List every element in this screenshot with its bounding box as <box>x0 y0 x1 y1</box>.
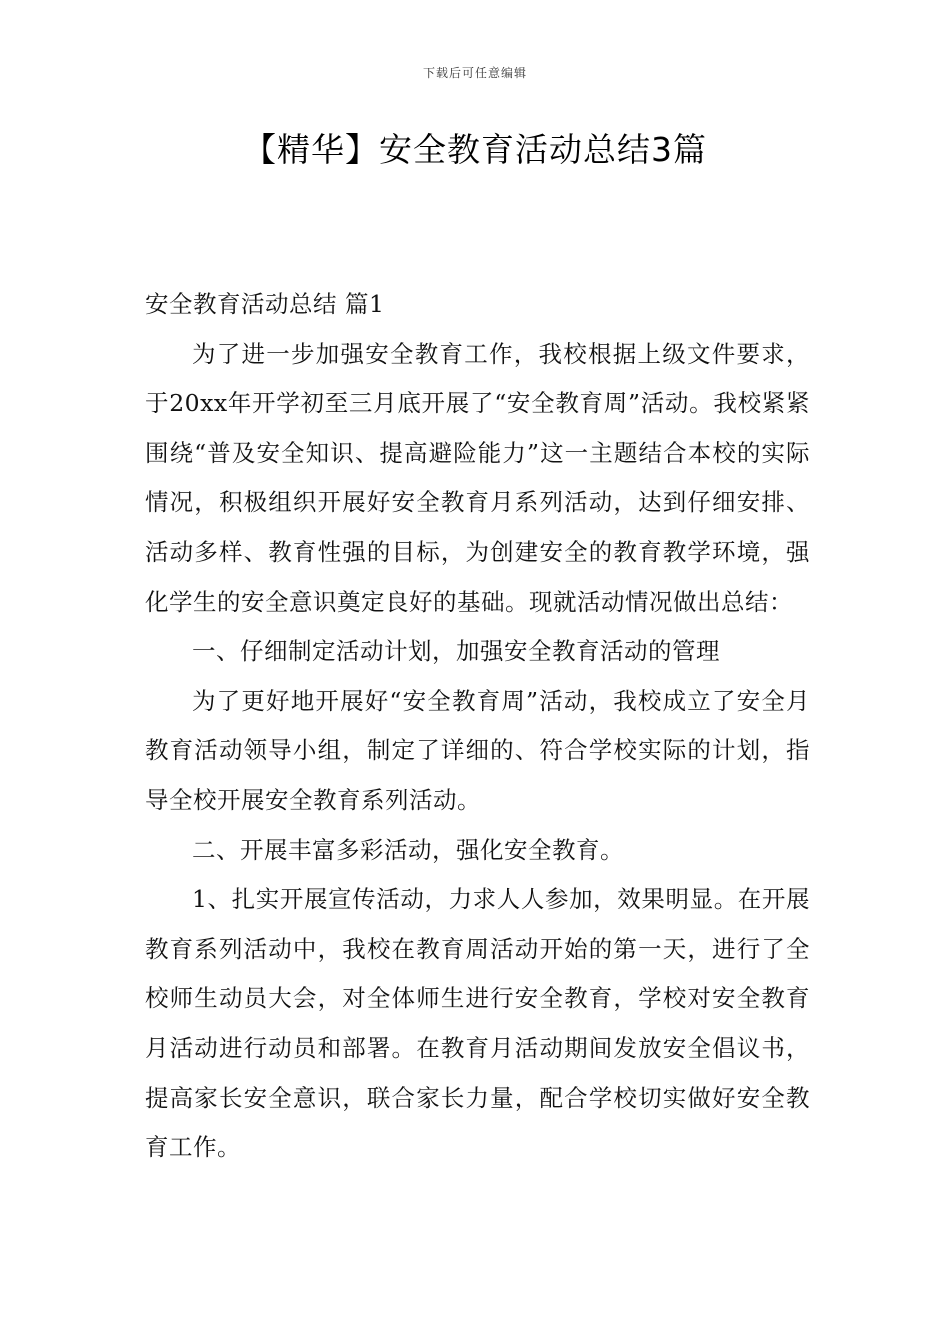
paragraph-publicity: 1、扎实开展宣传活动，力求人人参加，效果明显。在开展教育系列活动中，我校在教育周活动开始的第一天，进行了全校师生动员大会，对全体师生进行安全教育，学校对安全教育月活动进行动员和部署。在教育月活动期间发放安全倡议书，提高家长安全意识，联合家长力量，配合学校切实做好安全教育工作。 <box>145 885 810 1162</box>
paragraph-planning: 为了更好地开展好“安全教育周”活动，我校成立了安全月教育活动领导小组，制定了详细的、符合学校实际的计划，指导全校开展安全教育系列活动。 <box>145 686 810 814</box>
section-heading: 安全教育活动总结 篇1 <box>145 290 385 318</box>
paragraph-heading-2: 二、开展丰富多彩活动，强化安全教育。 <box>192 835 624 864</box>
paragraph-heading-1: 一、仔细制定活动计划，加强安全教育活动的管理 <box>192 637 720 666</box>
paragraph-intro: 为了进一步加强安全教育工作，我校根据上级文件要求，于20xx年开学初至三月底开展了“安全教育周”活动。我校紧紧围绕“普及安全知识、提高避险能力”这一主题结合本校的实际情况，积极组织开展好安全教育月系列活动，达到仔细安排、活动多样、教育性强的目标，为创建安全的教育教学环境，强化学生的安全意识奠定良好的基础。现就活动情况做出总结： <box>145 339 810 616</box>
document-body <box>145 280 810 1173</box>
document-title: 【精华】安全教育活动总结3篇 <box>243 130 707 169</box>
header-note: 下载后可任意编辑 <box>422 66 527 80</box>
